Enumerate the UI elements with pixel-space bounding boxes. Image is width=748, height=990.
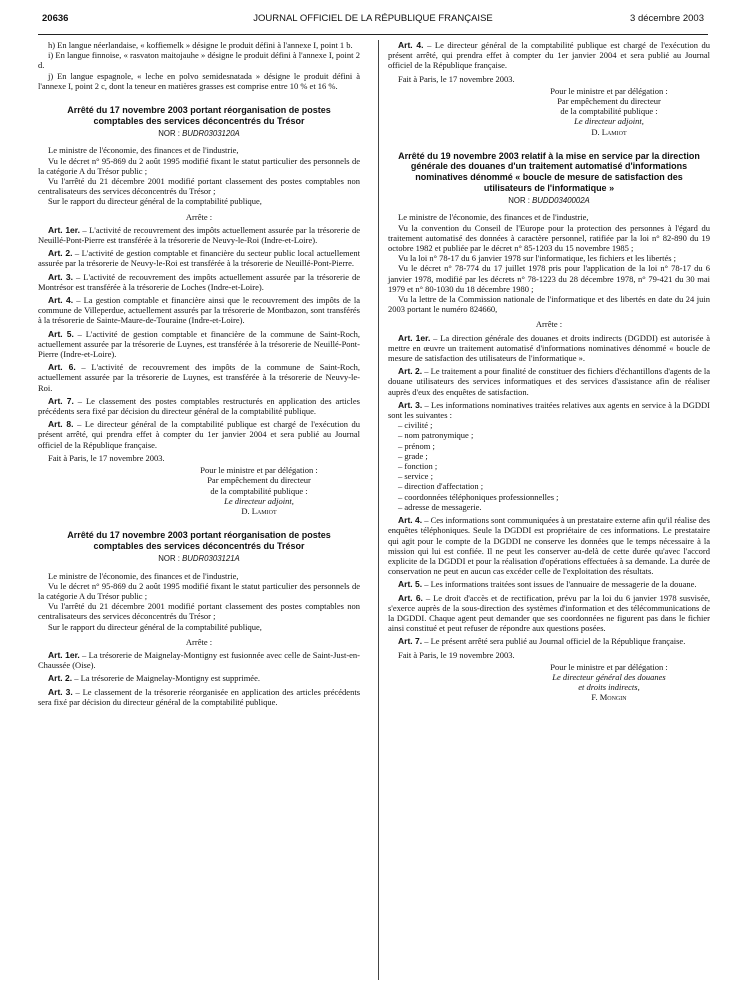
- decree-title: Arrêté du 17 novembre 2003 portant réorganisation de postes comptables des services déconcentrés du Trésor: [67, 530, 331, 551]
- signature-block: Pour le ministre et par délégation : Le directeur général des douanes et droits indirects, F. Mongin: [508, 662, 710, 703]
- signatory-name: D. Lamiot: [241, 505, 277, 516]
- preamble-line: Le ministre de l'économie, des finances et de l'industrie,: [48, 145, 239, 156]
- right-column: [388, 40, 710, 703]
- signature-block: Pour le ministre et par délégation : Par empêchement du directeur de la comptabilité publique : Le directeur adjoint, D. Lamiot: [508, 86, 710, 137]
- nor-reference: NOR : BUDR0303121A: [158, 554, 240, 564]
- article: Art. 5. – L'activité de gestion comptable et financière de la commune de Saint-Roch, actuellement assurée par la trésorerie de Luynes, est transférée à la trésorerie de Neuillé-Pont-Pierre (Indre-et-Loire).: [38, 328, 360, 360]
- preamble-line: Vu la convention du Conseil de l'Europe pour la protection des personnes à l'égard du traitement automatisé des données à caractère personnel, ratifiée par la loi n° 82-890 du 19 octobre 1982 et publiée par le décret n° 85-1203 du 15 novembre 1985 ;: [388, 222, 710, 254]
- signed-at: Fait à Paris, le 17 novembre 2003.: [48, 452, 165, 463]
- article: Art. 6. – L'activité de recouvrement des impôts de la commune de Saint-Roch, actuellement assurée par la trésorerie de Luynes, est transférée à la trésorerie de Neuvy-le-Roi.: [38, 362, 361, 393]
- arrete-label: Arrête :: [185, 636, 213, 647]
- intro-paragraph: h) En langue néerlandaise, « koffiemelk » désigne le produit défini à l'annexe I, point 1 b.: [48, 40, 353, 50]
- preamble-line: Vu l'arrêté du 21 décembre 2001 modifié portant classement des postes comptables non centralisateurs des services déconcentrés du Trésor ;: [38, 176, 360, 197]
- issue-date: 3 décembre 2003: [630, 13, 704, 24]
- signatory-name: D. Lamiot: [591, 126, 627, 137]
- preamble-line: Sur le rapport du directeur général de la comptabilité publique,: [48, 621, 262, 632]
- preamble-line: Vu le décret n° 95-869 du 2 août 1995 modifié fixant le statut particulier des personnels de la catégorie A du Trésor public ;: [38, 580, 360, 601]
- preamble-line: Vu le décret n° 78-774 du 17 juillet 1978 pris pour l'application de la loi n° 78-17 du 6 janvier 1978, modifié par les décrets n° 78-1223 du 28 décembre 1978, n° 79-421 du 30 mai 1979 et n° 80-1030 du 18 décembre 1980 ;: [388, 263, 710, 294]
- nor-reference: NOR : BUDR0303120A: [158, 129, 240, 139]
- intro-paragraph: j) En langue espagnole, « leche en polvo semidesnatada » désigne le produit défini à l'annexe I, point 2 c, dont la teneur en matières grasses est comprise entre 10 % et 16 %.: [38, 70, 360, 91]
- signed-at: Fait à Paris, le 17 novembre 2003.: [398, 73, 515, 84]
- nor-code: BUDD0340002A: [532, 196, 590, 206]
- signature-block: Pour le ministre et par délégation : Par empêchement du directeur de la comptabilité publique : Le directeur adjoint, D. Lamiot: [158, 465, 360, 516]
- decree-title: Arrêté du 17 novembre 2003 portant réorganisation de postes comptables des services déconcentrés du Trésor: [67, 105, 331, 126]
- column-divider: [378, 40, 379, 980]
- article: Art. 7. – Le classement des postes comptables restructurés en application des articles précédents sera fixé par décision du directeur général de la comptabilité publique.: [38, 395, 360, 417]
- page-number: 20636: [42, 13, 69, 24]
- preamble-line: Vu la loi n° 78-17 du 6 janvier 1978 sur l'informatique, les fichiers et les libertés ;: [398, 253, 677, 264]
- list-item: – fonction ;: [398, 461, 438, 472]
- article: Art. 4. – Le directeur général de la comptabilité publique est chargé de l'exécution du présent arrêté, qui prendra effet à compter du 1er janvier 2004 et sera publié au Journal officiel de la République française.: [388, 40, 710, 71]
- arrete-label: Arrête :: [185, 211, 213, 222]
- information-list: [388, 420, 710, 512]
- article: Art. 4. – Ces informations sont communiquées à un prestataire externe afin qu'il réalise des enquêtes téléphoniques. Seule la DGDDI est propriétaire de ces informations. Le prestataire qui agit pour le compte de la DGDDI ne conserve les données que le temps nécessaire à la mission qui lui est confiée. Il ne peut les conserver au-delà de cette durée qu'avec l'accord explicite de la DGDDI et pour la réalisation d'opérations effectuées à sa demande. La durée de conservation ne peut en aucun cas excéder celle de l'exploitation des résultats.: [388, 515, 710, 577]
- article: Art. 3. – Le classement de la trésorerie réorganisée en application des articles précédents sera fixé par décision du directeur général de la comptabilité publique.: [38, 686, 360, 707]
- journal-title: JOURNAL OFFICIEL DE LA RÉPUBLIQUE FRANÇAISE: [253, 13, 493, 24]
- list-item: – nom patronymique ;: [398, 430, 474, 441]
- intro-paragraph: i) En langue finnoise, « rasvaton maitojauhe » désigne le produit défini à l'annexe I, point 2 d.: [38, 50, 360, 71]
- article: Art. 7. – Le présent arrêté sera publié au Journal officiel de la République française.: [398, 636, 686, 647]
- nor-code: BUDR0303120A: [182, 129, 240, 139]
- arrete-label: Arrête :: [535, 319, 563, 330]
- decree-title: Arrêté du 19 novembre 2003 relatif à la mise en service par la direction générale des douanes d'un traitement automatisé d'informations nominatives dénommé « boucle de mesure de satisfaction des utilisateurs de l'informatique »: [398, 150, 700, 193]
- preamble-line: Le ministre de l'économie, des finances et de l'industrie,: [398, 212, 589, 223]
- article: Art. 1er. – La trésorerie de Maignelay-Montigny est fusionnée avec celle de Saint-Just-en-Chaussée (Oise).: [38, 649, 361, 671]
- article: Art. 5. – Les informations traitées sont issues de l'annuaire de messagerie de la douane.: [398, 579, 697, 590]
- article: Art. 1er. – L'activité de recouvrement des impôts actuellement assurée par la trésorerie de Neuillé-Pont-Pierre est transférée à la trésorerie de Neuvy-le-Roi (Indre-et-Loire).: [38, 224, 361, 246]
- preamble-line: Vu le décret n° 95-869 du 2 août 1995 modifié fixant le statut particulier des personnels de la catégorie A du Trésor public ;: [38, 155, 360, 176]
- preamble-line: Sur le rapport du directeur général de la comptabilité publique,: [48, 196, 262, 207]
- article: Art. 2. – Le traitement a pour finalité de constituer des fichiers d'échantillons d'agents de la douane utilisateurs des services informatiques et des services d'assistance afin de réaliser auprès d'eux des enquêtes de satisfaction.: [388, 366, 710, 397]
- list-item: – civilité ;: [398, 420, 433, 431]
- nor-reference: NOR : BUDD0340002A: [508, 196, 590, 206]
- left-column: [38, 40, 360, 707]
- article: Art. 3. – Les informations nominatives traitées relatives aux agents en service à la DGDDI sont les suivantes :: [388, 399, 711, 421]
- list-item: – coordonnées téléphoniques professionnelles ;: [398, 491, 559, 502]
- preamble-line: Vu la lettre de la Commission nationale de l'informatique et des libertés en date du 24 juin 2003 portant le numéro 824660,: [388, 294, 710, 315]
- list-item: – grade ;: [398, 450, 428, 461]
- list-item: – direction d'affectation ;: [398, 481, 484, 492]
- article: Art. 8. – Le directeur général de la comptabilité publique est chargé de l'exécution du présent arrêté, qui prendra effet à compter du 1er janvier 2004 et sera publié au Journal officiel de la République française.: [38, 419, 360, 450]
- list-item: – service ;: [398, 471, 433, 482]
- article: Art. 2. – L'activité de gestion comptable et financière du secteur public local actuellement assurée par la trésorerie de Neuvy-le-Roi est transférée à la trésorerie de Neuillé-Pont-Pierre.: [38, 248, 360, 269]
- nor-code: BUDR0303121A: [182, 554, 240, 564]
- article: Art. 2. – La trésorerie de Maignelay-Montigny est supprimée.: [48, 673, 260, 684]
- list-item: – prénom ;: [398, 440, 435, 451]
- article: Art. 4. – La gestion comptable et financière ainsi que le recouvrement des impôts de la commune de Villeperdue, actuellement assurés par la trésorerie de Montbazon, sont transférés à la trésorerie de Sainte-Maure-de-Touraine (Indre-et-Loire).: [38, 295, 360, 326]
- article: Art. 6. – Le droit d'accès et de rectification, prévu par la loi du 6 janvier 1978 susvisée, s'exerce auprès de la sous-direction des systèmes d'information et des télécommunications de la DGDDI. Chaque agent peut demander que ses coordonnées ne figurent pas dans le fichier ainsi constitué et peut refuser de répondre aux questions posées.: [388, 592, 710, 634]
- preamble-line: Le ministre de l'économie, des finances et de l'industrie,: [48, 570, 239, 581]
- page-header: [38, 12, 708, 35]
- article: Art. 1er. – La direction générale des douanes et droits indirects (DGDDI) est autorisée à mettre en œuvre un traitement automatisé d'informations nominatives dénommé « boucle de mesure de satisfaction des utilisateurs de l'informatique ».: [388, 332, 710, 364]
- list-item: – adresse de messagerie.: [398, 501, 482, 512]
- signed-at: Fait à Paris, le 19 novembre 2003.: [398, 649, 515, 660]
- article: Art. 3. – L'activité de recouvrement des impôts actuellement assurée par la trésorerie de Montrésor est transférée à la trésorerie de Loches (Indre-et-Loire).: [38, 271, 361, 292]
- signatory-name: F. Mongin: [591, 692, 627, 703]
- preamble-line: Vu l'arrêté du 21 décembre 2001 modifié portant classement des postes comptables non centralisateurs des services déconcentrés du Trésor ;: [38, 601, 360, 622]
